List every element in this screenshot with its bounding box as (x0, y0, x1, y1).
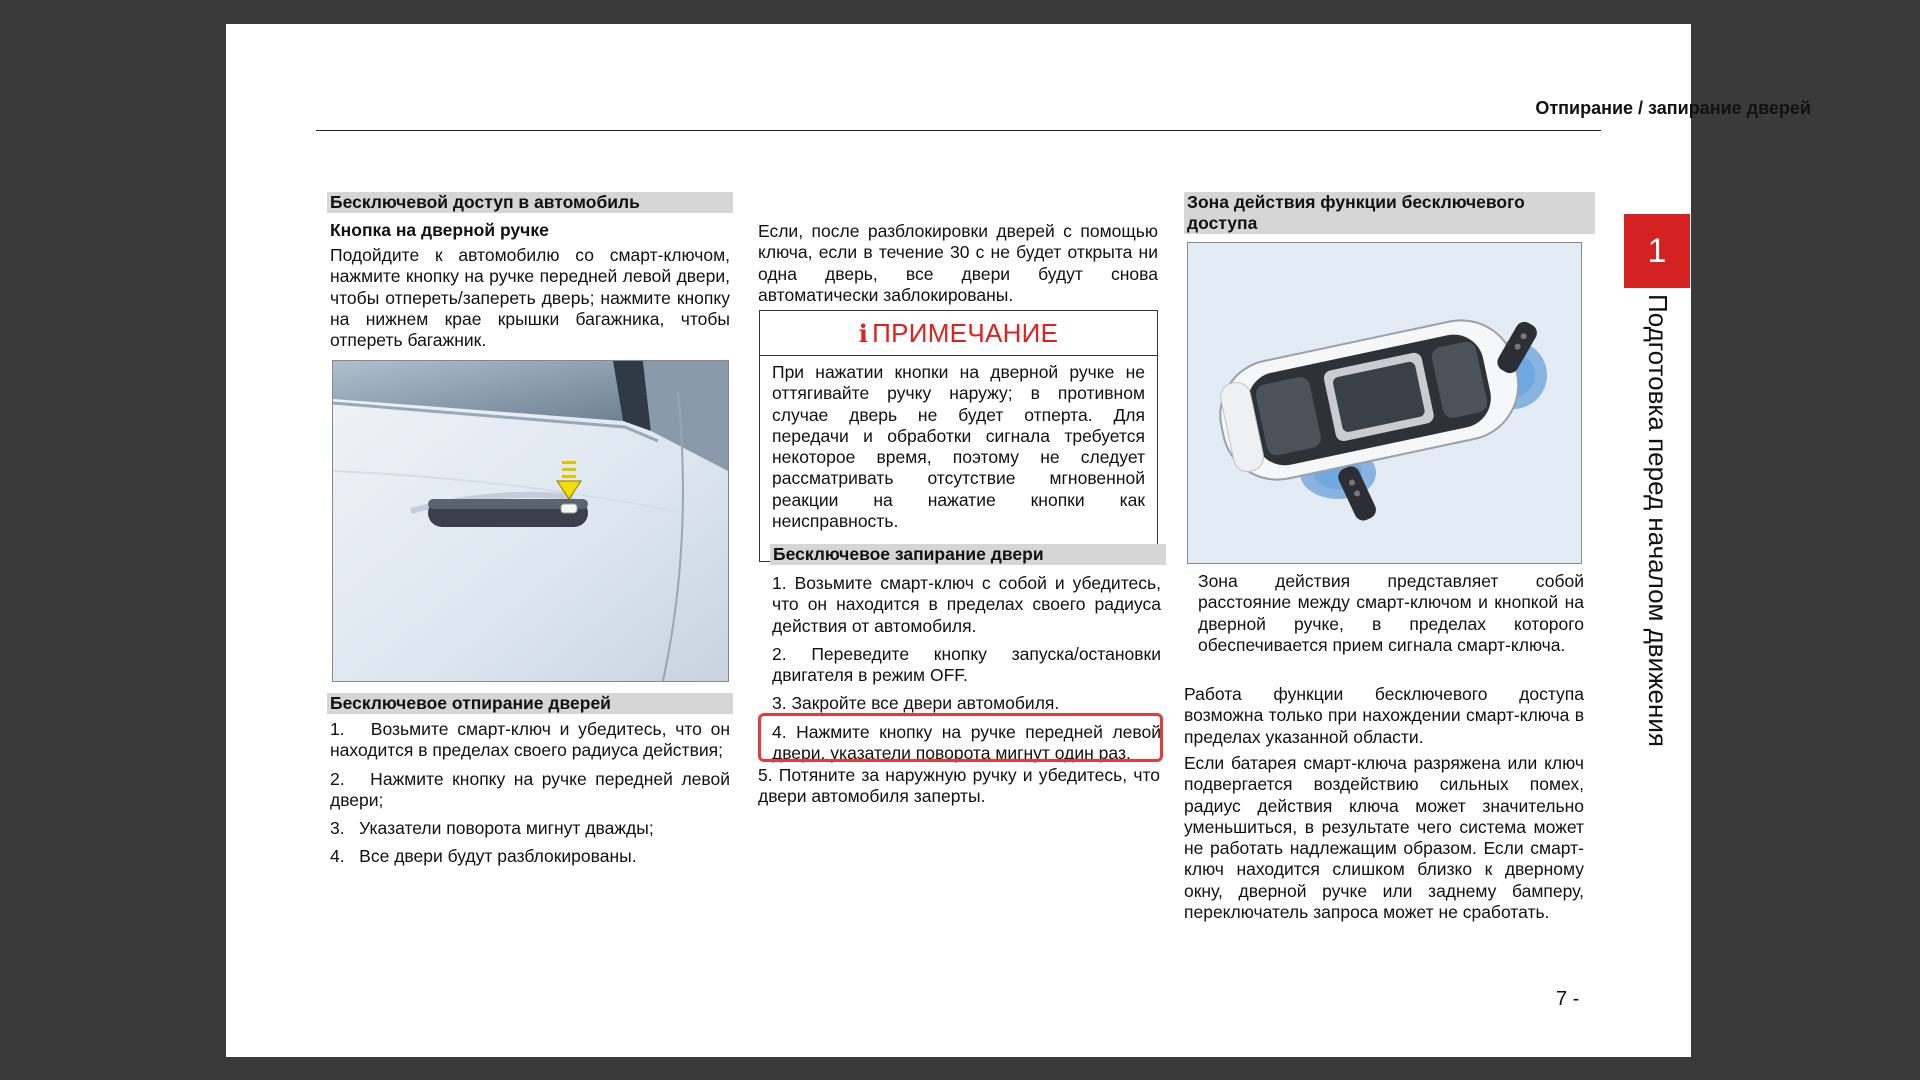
list-item: 1. Возьмите смарт-ключ с собой и убедитесь, что он находится в пределах своего радиуса действия от автомобиля. (772, 573, 1161, 636)
list-item: 3. Указатели поворота мигнут дважды; (330, 818, 654, 839)
section-title-keyless-access: Бесключевой доступ в автомобиль (327, 192, 733, 213)
list-item: 1. Возьмите смарт-ключ и убедитесь, что он находится в пределах своего радиуса действия; (330, 719, 730, 761)
range-caption: Зона действия представляет собой расстояние между смарт-ключом и кнопкой на дверной ручке, в пределах которого обеспечивается прием сигнала смарт-ключа. (1198, 571, 1584, 655)
note-title: ПРИМЕЧАНИЕ (872, 317, 1059, 348)
step-4-highlight (758, 713, 1163, 762)
section-title-keyless-range: Зона действия функции бесключевого доступа (1184, 192, 1595, 234)
manual-page (226, 24, 1811, 1057)
range-diagram-image (1187, 242, 1582, 564)
page-number: 7 - (1556, 988, 1580, 1010)
chapter-title-vertical: Подготовка перед началом движения (1643, 294, 1673, 747)
list-item: 2. Переведите кнопку запуска/остановки двигателя в режим OFF. (772, 643, 1161, 686)
list-item: 5. Потяните за наружную ручку и убедитесь, что двери автомобиля заперты. (758, 765, 1160, 807)
door-handle-image (332, 360, 729, 682)
list-item: 3. Закройте все двери автомобиля. (772, 693, 1060, 714)
range-paragraph-2: Если батарея смарт-ключа разряжена или ключ подвергается воздействию сильных помех, радиус действия ключа может значительно уменьшиться, в результате чего система может не работать надлежащим образом. Если смарт-ключ находится слишком близко к дверному окну, дверной ручке или заднему бамперу, переключатель запроса может не сработать. (1184, 753, 1584, 923)
list-item: 4. Нажмите кнопку на ручке передней левой двери, указатели поворота мигнут один раз. (772, 721, 1161, 764)
unlock-steps-list (330, 719, 730, 868)
auto-relock-paragraph: Если, после разблокировки дверей с помощью ключа, если в течение 30 с не будет открыта ни одна дверь, все двери будут снова автоматически заблокированы. (758, 221, 1158, 305)
note-box (759, 310, 1158, 562)
subheading-door-handle-button: Кнопка на дверной ручке (330, 220, 549, 240)
page-header-title: Отпирание / запирание дверей (1535, 98, 1811, 118)
info-icon: i (858, 318, 869, 348)
section-title-keyless-unlock: Бесключевое отпирание дверей (327, 693, 733, 714)
note-header (760, 311, 1157, 356)
intro-paragraph: Подойдите к автомобилю со смарт-ключом, нажмите кнопку на ручке передней левой двери, чтобы отпереть/запереть дверь; нажмите кнопку на нижнем крае крышки багажника, чтобы отпереть багажник. (330, 245, 730, 351)
header-divider (316, 130, 1601, 131)
list-item: 4. Все двери будут разблокированы. (330, 846, 637, 867)
section-title-keyless-lock: Бесключевое запирание двери (770, 544, 1166, 565)
range-paragraph-1: Работа функции бесключевого доступа возможна только при нахождении смарт-ключа в пределах указанной области. (1184, 684, 1584, 747)
chapter-number-tab: 1 (1624, 214, 1690, 288)
list-item: 2. Нажмите кнопку на ручке передней левой двери; (330, 768, 730, 810)
note-text: При нажатии кнопки на дверной ручке не оттягивайте ручку наружу; в противном случае дверь не будет отперта. Для передачи и обработки сигнала требуется некоторое время, поэтому не следует рассматривать отсутствие мгновенной реакции на нажатие кнопки как неисправность. (772, 362, 1145, 532)
